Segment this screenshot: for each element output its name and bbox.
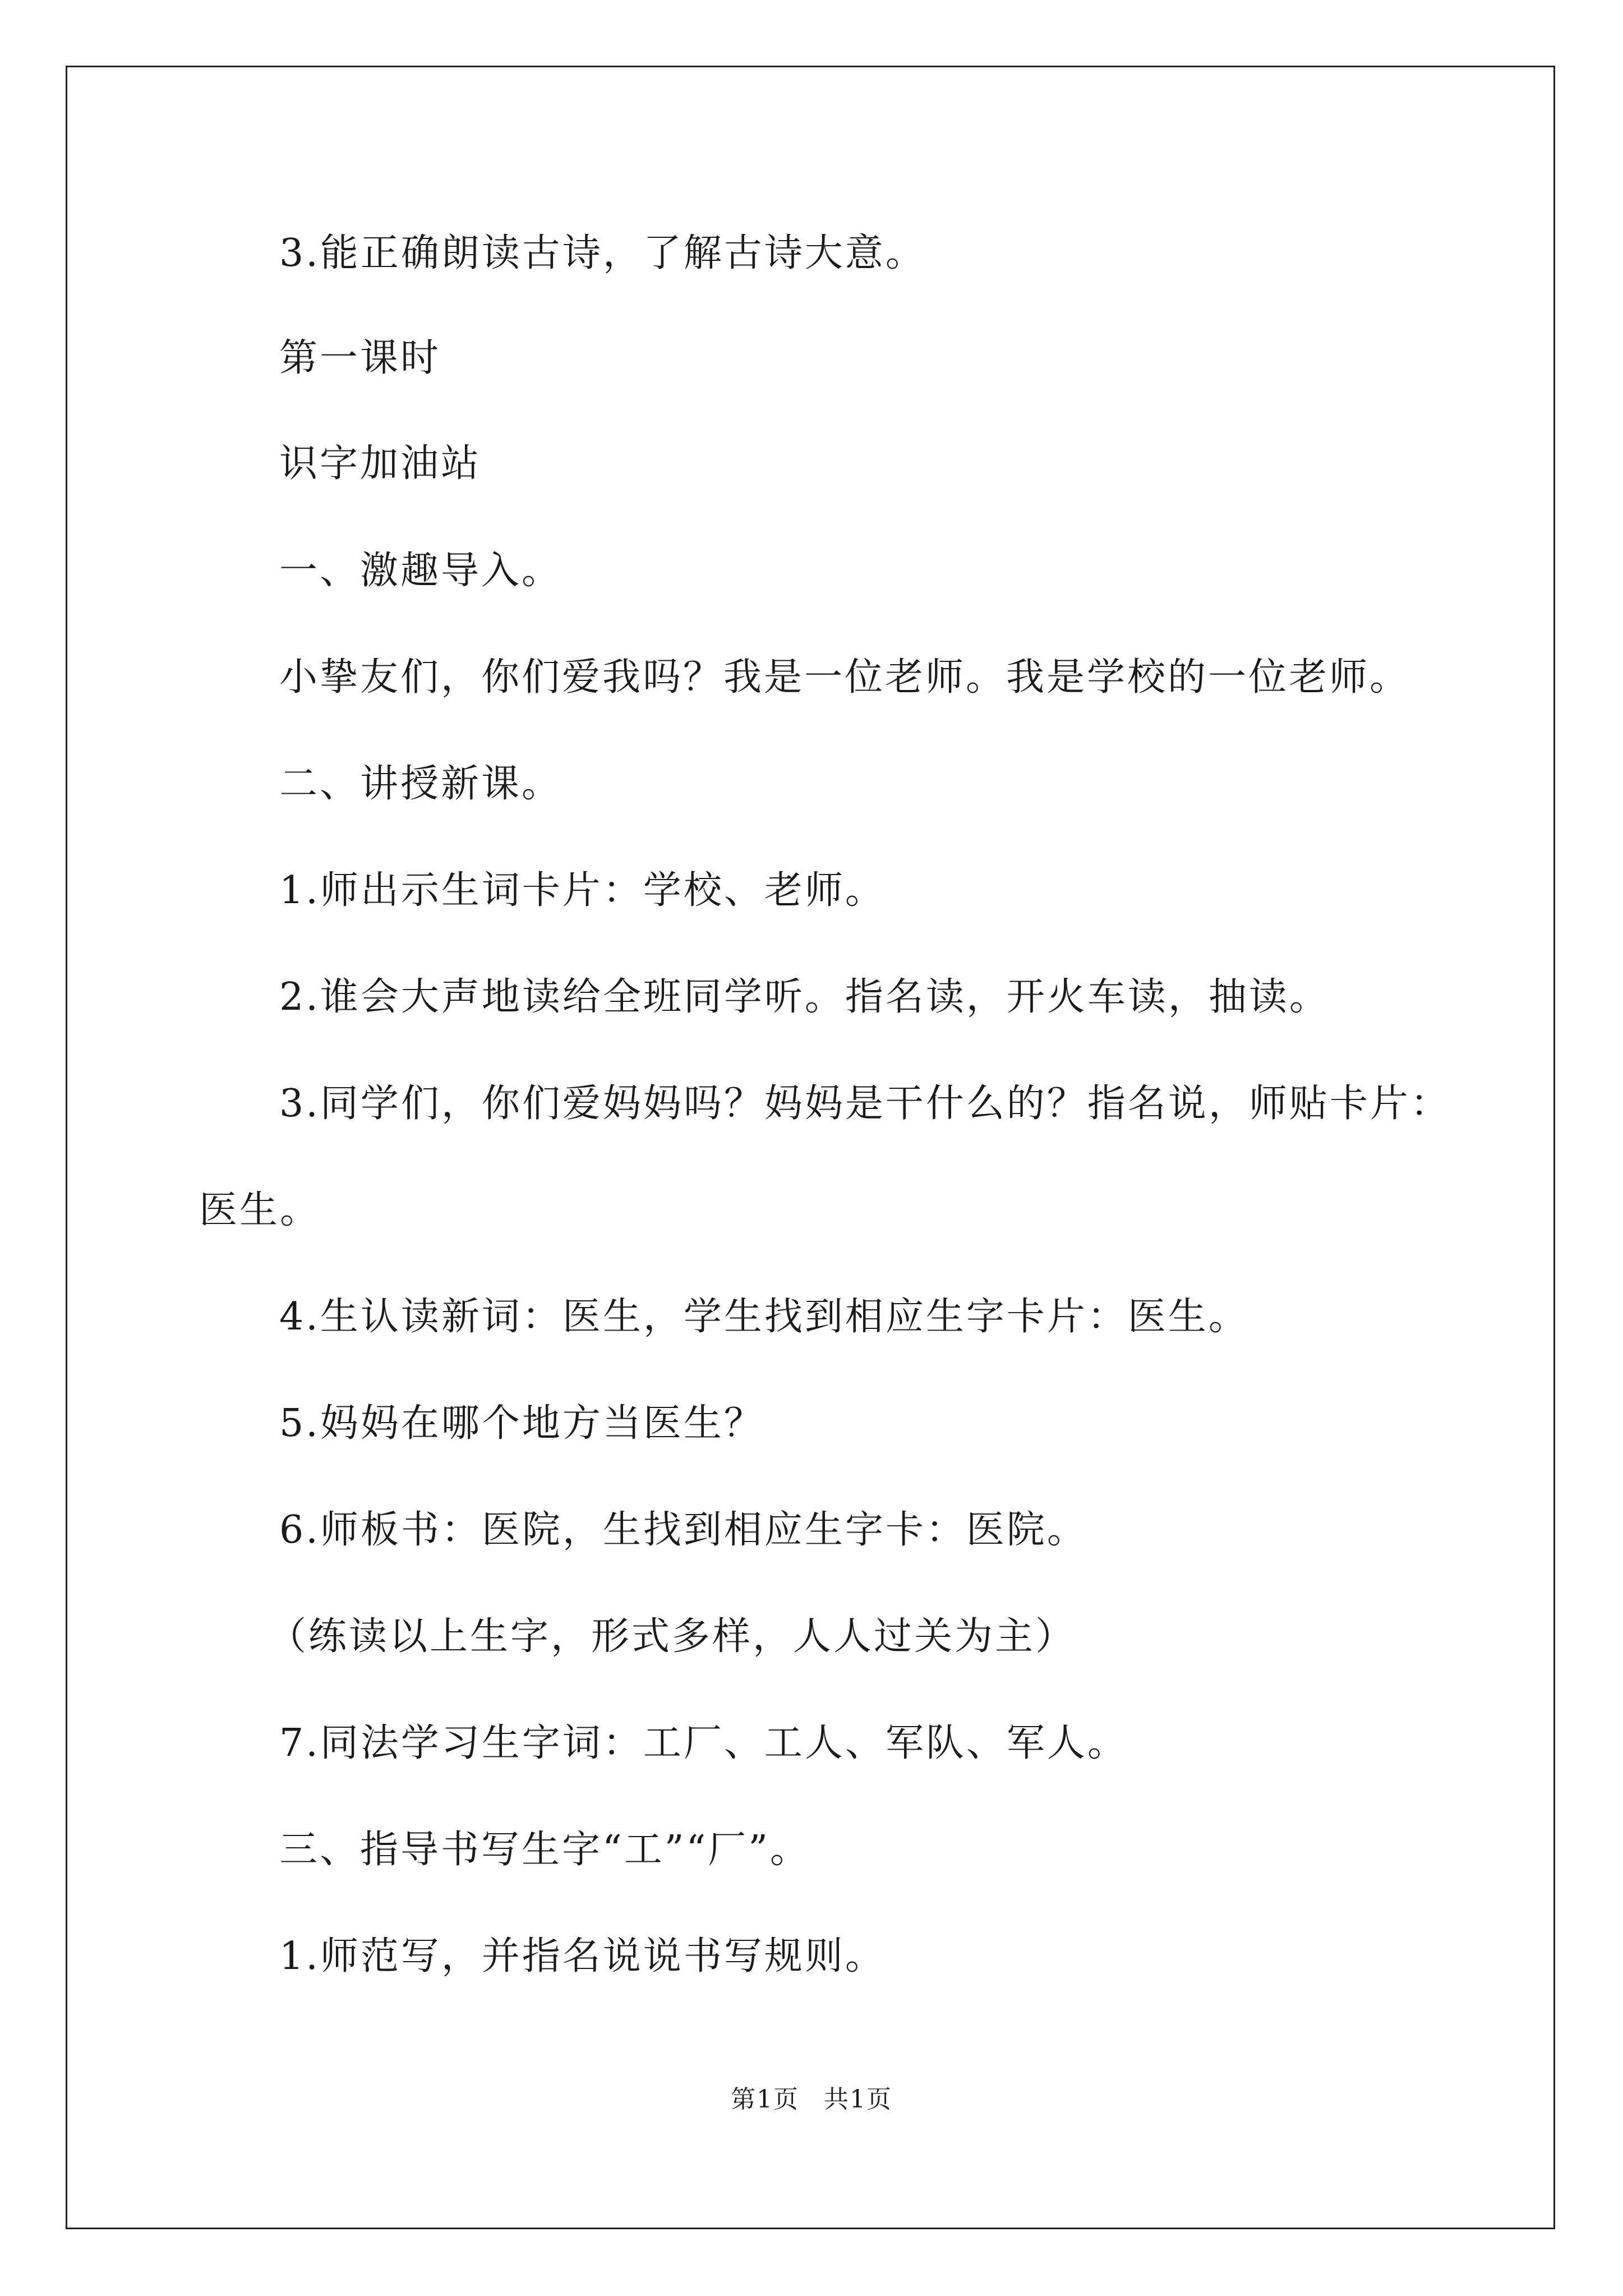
page-footer — [0, 2084, 1623, 2115]
paragraph-8: 2.谁会大声地读给全班同学听。指名读，开火车读，抽读。 — [279, 975, 1330, 1019]
page-total: 共1页 — [824, 2085, 892, 2114]
paragraph-14: 7.同法学习生字词：工厂、工人、军队、军人。 — [279, 1721, 1128, 1765]
paragraph-6: 二、讲授新课。 — [279, 762, 562, 806]
paragraph-1: 3.能正确朗读古诗，了解古诗大意。 — [279, 231, 926, 275]
paragraph-4: 一、激趣导入。 — [279, 549, 562, 593]
paragraph-3: 识字加油站 — [279, 441, 482, 486]
paragraph-15: 三、指导书写生字“工”“厂”。 — [279, 1828, 811, 1872]
page-border — [66, 66, 1555, 2229]
paragraph-12: 6.师板书：医院，生找到相应生字卡：医院。 — [279, 1508, 1087, 1552]
page-number: 第1页 — [731, 2085, 799, 2114]
paragraph-11: 5.妈妈在哪个地方当医生？ — [279, 1401, 764, 1446]
paragraph-16: 1.师范写，并指名说说书写规则。 — [279, 1934, 886, 1978]
paragraph-9-continued: 医生。 — [199, 1188, 321, 1232]
paragraph-13: （练读以上生字，形式多样，人人过关为主） — [268, 1614, 1076, 1659]
paragraph-2: 第一课时 — [279, 336, 441, 380]
paragraph-7: 1.师出示生词卡片：学校、老师。 — [279, 868, 886, 913]
paragraph-9: 3.同学们，你们爱妈妈吗？妈妈是干什么的？指名说，师贴卡片： — [279, 1082, 1451, 1126]
paragraph-5: 小挚友们，你们爱我吗？我是一位老师。我是学校的一位老师。 — [279, 655, 1410, 700]
paragraph-10: 4.生认读新词：医生，学生找到相应生字卡片：医生。 — [279, 1295, 1249, 1339]
